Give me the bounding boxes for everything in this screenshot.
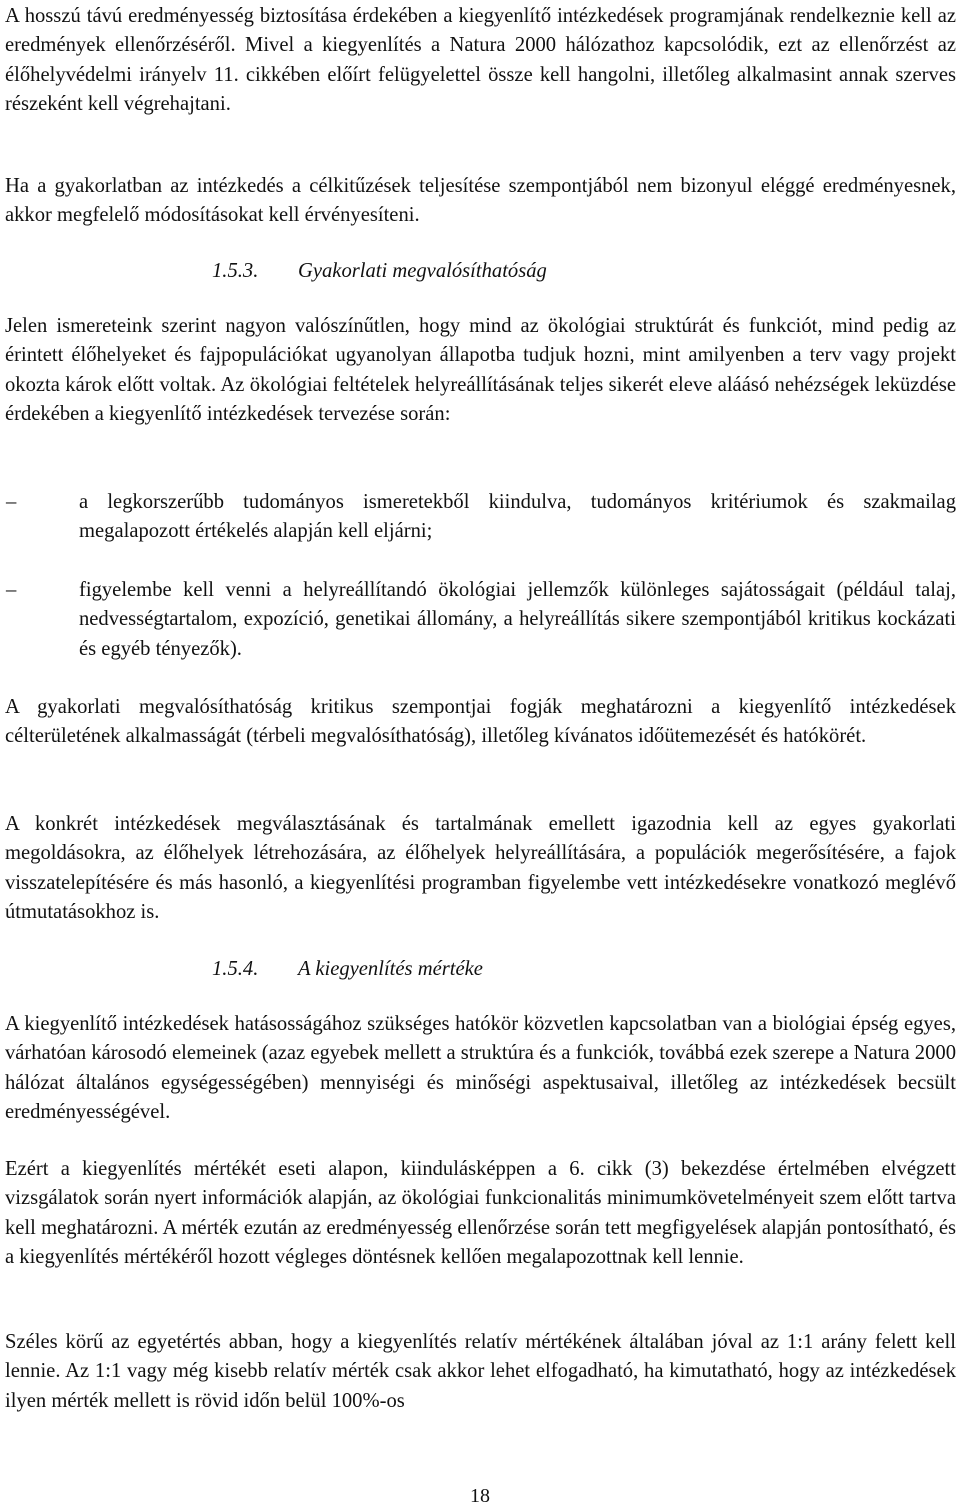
paragraph-case-basis: Ezért a kiegyenlítés mértékét eseti alapon, kiindulásképpen a 6. cikk (3) bekezdése értelmében elvégzett vizsgálatok során nyert információk alapján, az ökológiai funkcionalitás minimumkövetelményeit szem előtt tartva kell meghatározni. A mérték ezután az eredményesség ellenőrzése során tett megfigyelések alapján pontosítható, és a kiegyenlítés mértékéről hozott végleges döntésnek kellően megalapozottnak kell lennie. bbox=[5, 1158, 956, 1268]
dash-bullet: – bbox=[6, 579, 17, 601]
section-title: Gyakorlati megvalósíthatóság bbox=[298, 260, 547, 282]
section-number: 1.5.4. bbox=[212, 958, 259, 980]
paragraph-practical-criteria: A gyakorlati megvalósíthatóság kritikus szempontjai fogják meghatározni a kiegyenlítő intézkedések célterületének alkalmasságát (térbeli megvalósíthatóság), illetőleg kívánatos időütemezését és hatókörét. bbox=[5, 696, 956, 748]
list-item bbox=[5, 488, 956, 547]
paragraph-concrete-measures: A konkrét intézkedések megválasztásának és tartalmának emellett igazodnia kell az egyes gyakorlati megoldásokra, az élőhelyek létrehozására, az élőhelyek helyreállítására, a populációk megerősítésére, a fajok visszatelepítésére és más hasonló, a kiegyenlítési programban figyelembe vett intézkedésekre vonatkozó meglévő útmutatásokhoz is. bbox=[5, 813, 956, 923]
list-item bbox=[5, 576, 956, 664]
paragraph-adjustments: Ha a gyakorlatban az intézkedés a célkitűzések teljesítése szempontjából nem bizonyul eléggé eredményesnek, akkor megfelelő módosításokat kell érvényesíteni. bbox=[5, 175, 956, 227]
section-number: 1.5.3. bbox=[212, 260, 259, 282]
paragraph-scope: A kiegyenlítő intézkedések hatásosságához szükséges hatókör közvetlen kapcsolatban van a biológiai épség egyes, várhatóan károsodó elemeinek (azaz egyebek mellett a struktúra és a funkciók, továbbá ezek szerepe a Natura 2000 hálózat általános egységességében) mennyiségi és minőségi aspektusaival, illetőleg az intézkedések becsült eredményességével. bbox=[5, 1013, 956, 1123]
section-title: A kiegyenlítés mértéke bbox=[298, 958, 483, 980]
list-item-text: figyelembe kell venni a helyreállítandó ökológiai jellemzők különleges sajátosságait (például talaj, nedvességtartalom, expozíció, genetikai állomány, a helyreállítás sikere szempontjából kritikus kockázati és egyéb tényezők). bbox=[79, 579, 956, 660]
section-heading-1-5-3 bbox=[212, 257, 547, 286]
paragraph-feasibility-intro: Jelen ismereteink szerint nagyon valószínűtlen, hogy mind az ökológiai struktúrát és funkciót, mind pedig az érintett élőhelyeket és fajpopulációkat ugyanolyan állapotba tudjuk hozni, mint amilyenben a terv vagy projekt okozta károk előtt voltak. Az ökológiai feltételek helyreállításának teljes sikerét eleve aláásó nehézségek leküzdése érdekében a kiegyenlítő intézkedések tervezése során: bbox=[5, 315, 956, 425]
page-number: 18 bbox=[470, 1485, 490, 1507]
section-heading-1-5-4 bbox=[212, 955, 483, 984]
list-item-text: a legkorszerűbb tudományos ismeretekből kiindulva, tudományos kritériumok és szakmailag megalapozott értékelés alapján kell eljárni; bbox=[79, 491, 956, 543]
dash-bullet: – bbox=[6, 491, 17, 513]
paragraph-monitoring: A hosszú távú eredményesség biztosítása érdekében a kiegyenlítő intézkedések programjának rendelkeznie kell az eredmények ellenőrzéséről. Mivel a kiegyenlítés a Natura 2000 hálózathoz kapcsolódik, ezt az ellenőrzést az élőhelyvédelmi irányelv 11. cikkében előírt felügyelettel össze kell hangolni, illetőleg alkalmasint annak szerves részeként kell végrehajtani. bbox=[5, 5, 956, 115]
paragraph-ratio: Széles körű az egyetértés abban, hogy a kiegyenlítés relatív mértékének általában jóval az 1:1 arány felett kell lennie. Az 1:1 vagy még kisebb relatív mérték csak akkor lehet elfogadható, ha kimutatható, hogy az intézkedések ilyen mérték mellett is rövid időn belül 100%-os bbox=[5, 1331, 956, 1412]
